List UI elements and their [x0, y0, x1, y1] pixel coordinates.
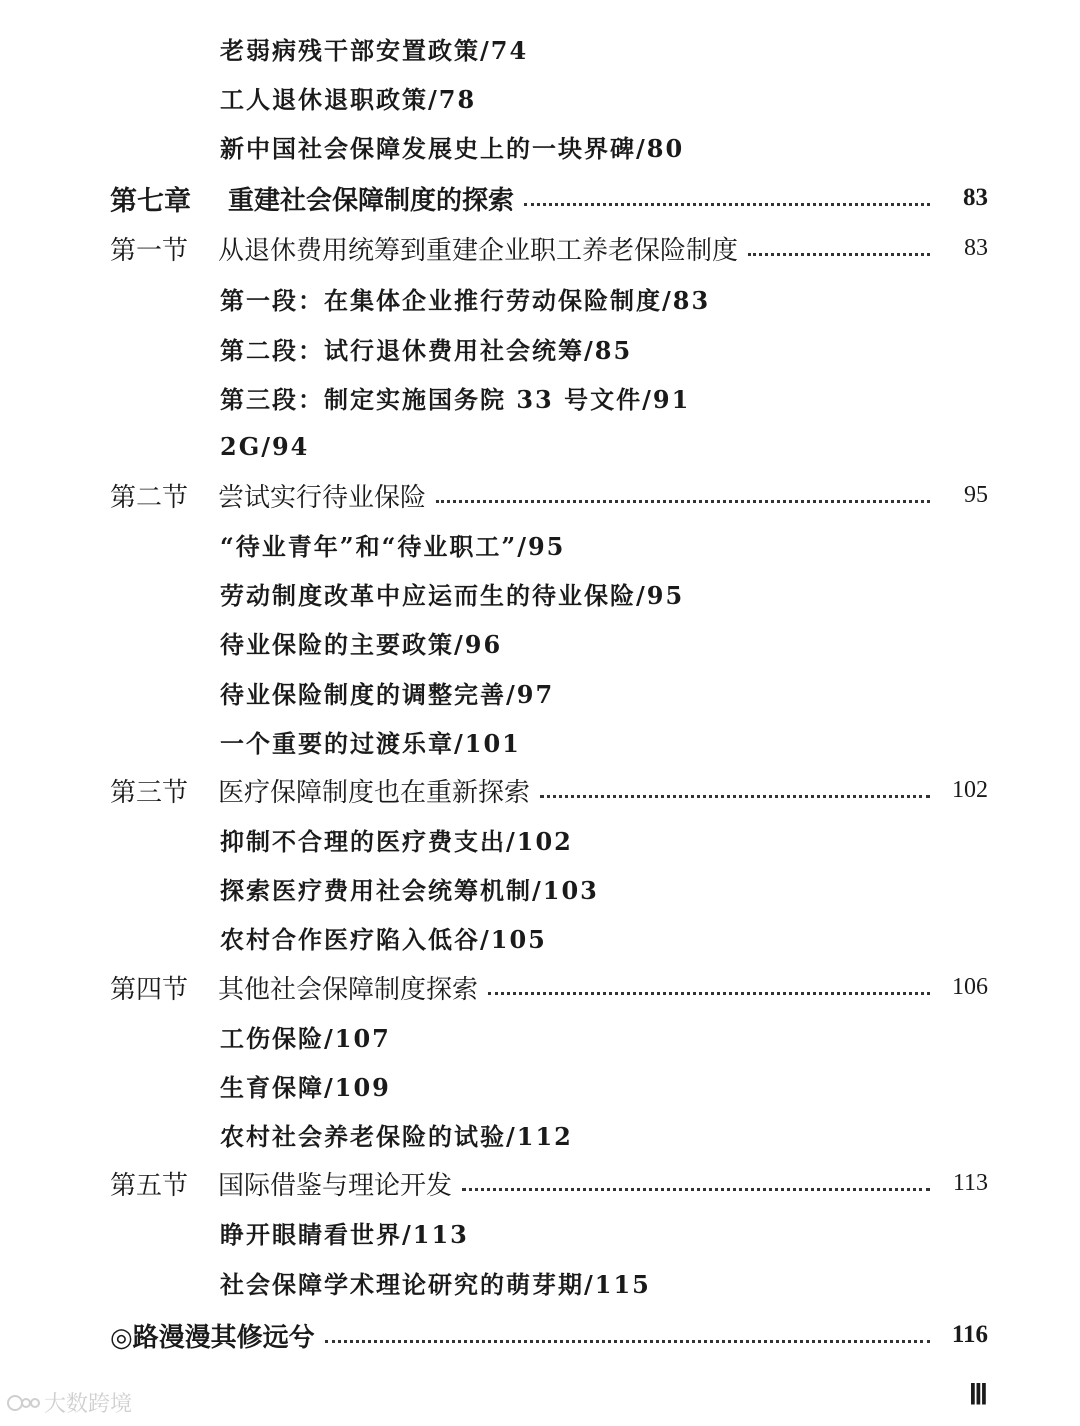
leader-dots [488, 992, 930, 995]
closing-title: ◎路漫漫其修远兮 [110, 1322, 315, 1353]
chapter-label: 第七章 [110, 185, 191, 217]
page-ref: 95 [964, 481, 988, 508]
toc-subentry-text: 农村社会养老保险的试验/112 [220, 1121, 573, 1151]
toc-subentry-text: 睁开眼睛看世界/113 [220, 1219, 469, 1249]
leader-dots [325, 1340, 930, 1343]
toc-entry [0, 670, 1080, 714]
leader-dots [462, 1188, 930, 1191]
section-label: 第一节 [110, 235, 189, 266]
leader-dots [748, 253, 930, 256]
toc-entry [0, 375, 1080, 419]
toc-subentry-text: 社会保障学术理论研究的萌芽期/115 [220, 1269, 651, 1299]
page-ref: 83 [964, 234, 988, 261]
section-label: 第四节 [110, 974, 189, 1005]
toc-subentry-text: “待业青年”和“待业职工”/95 [220, 531, 566, 561]
section-title: 医疗保障制度也在重新探索 [218, 777, 531, 808]
toc-entry [0, 1014, 1080, 1058]
section-label: 第五节 [110, 1170, 189, 1201]
toc-entry [0, 768, 1080, 812]
toc-entry [0, 817, 1080, 861]
toc-subentry-text: 老弱病残干部安置政策/74 [220, 35, 529, 65]
toc-subentry-text: 待业保险制度的调整完善/97 [220, 679, 555, 709]
leader-dots [436, 500, 930, 503]
toc-entry [0, 1313, 1080, 1357]
toc-subentry-text: 劳动制度改革中应运而生的待业保险/95 [220, 580, 685, 610]
page-number: Ⅲ [968, 1380, 988, 1411]
chapter-title: 重建社会保障制度的探索 [228, 185, 515, 216]
toc-entry [0, 1112, 1080, 1156]
section-label: 第二节 [110, 482, 189, 513]
toc-entry [0, 866, 1080, 910]
toc-entry [0, 176, 1080, 220]
toc-entry [0, 473, 1080, 517]
toc-entry [0, 1063, 1080, 1107]
toc-entry [0, 226, 1080, 270]
toc-subentry-text: 工伤保险/107 [220, 1023, 391, 1053]
leader-dots [540, 795, 930, 798]
toc-subentry-text: 第三段：制定实施国务院 33 号文件/91 [220, 384, 691, 414]
toc-entry [0, 620, 1080, 664]
page-ref: 83 [963, 184, 988, 211]
toc-entry [0, 1161, 1080, 1205]
toc-subentry-text: 2G/94 [220, 431, 310, 461]
toc-entry [0, 571, 1080, 615]
toc-entry [0, 276, 1080, 320]
page-ref: 102 [952, 776, 988, 803]
watermark-logo-icon [6, 1392, 40, 1414]
section-title: 其他社会保障制度探索 [218, 974, 479, 1005]
page-ref: 113 [952, 1169, 988, 1196]
page-ref: 116 [951, 1321, 988, 1348]
toc-subentry-text: 第一段：在集体企业推行劳动保险制度/83 [220, 285, 711, 315]
page-ref: 106 [952, 973, 988, 1000]
section-title: 从退休费用统筹到重建企业职工养老保险制度 [218, 235, 739, 266]
toc-subentry-text: 探索医疗费用社会统筹机制/103 [220, 875, 599, 905]
toc-entry [0, 522, 1080, 566]
leader-dots [524, 203, 930, 206]
toc-subentry-text: 农村合作医疗陷入低谷/105 [220, 924, 547, 954]
toc-entry [0, 326, 1080, 370]
toc-entry [0, 424, 1080, 468]
toc-subentry-text: 待业保险的主要政策/96 [220, 629, 503, 659]
toc-subentry-text: 新中国社会保障发展史上的一块界碑/80 [220, 133, 685, 163]
toc-subentry-text: 抑制不合理的医疗费支出/102 [220, 826, 573, 856]
toc-subentry-text: 生育保障/109 [220, 1072, 391, 1102]
toc-entry [0, 719, 1080, 763]
toc-entry [0, 26, 1080, 70]
toc-subentry-text: 一个重要的过渡乐章/101 [220, 728, 521, 758]
toc-entry [0, 1210, 1080, 1254]
toc-entry [0, 915, 1080, 959]
toc-entry [0, 1260, 1080, 1304]
toc-subentry-text: 工人退休退职政策/78 [220, 84, 477, 114]
toc-entry [0, 75, 1080, 119]
watermark [6, 1387, 132, 1418]
section-title: 国际借鉴与理论开发 [218, 1170, 453, 1201]
watermark-text: 大数跨境 [44, 1392, 133, 1417]
section-title: 尝试实行待业保险 [218, 482, 427, 513]
toc-subentry-text: 第二段：试行退休费用社会统筹/85 [220, 335, 633, 365]
section-label: 第三节 [110, 777, 189, 808]
toc-entry [0, 965, 1080, 1009]
toc-entry [0, 124, 1080, 168]
